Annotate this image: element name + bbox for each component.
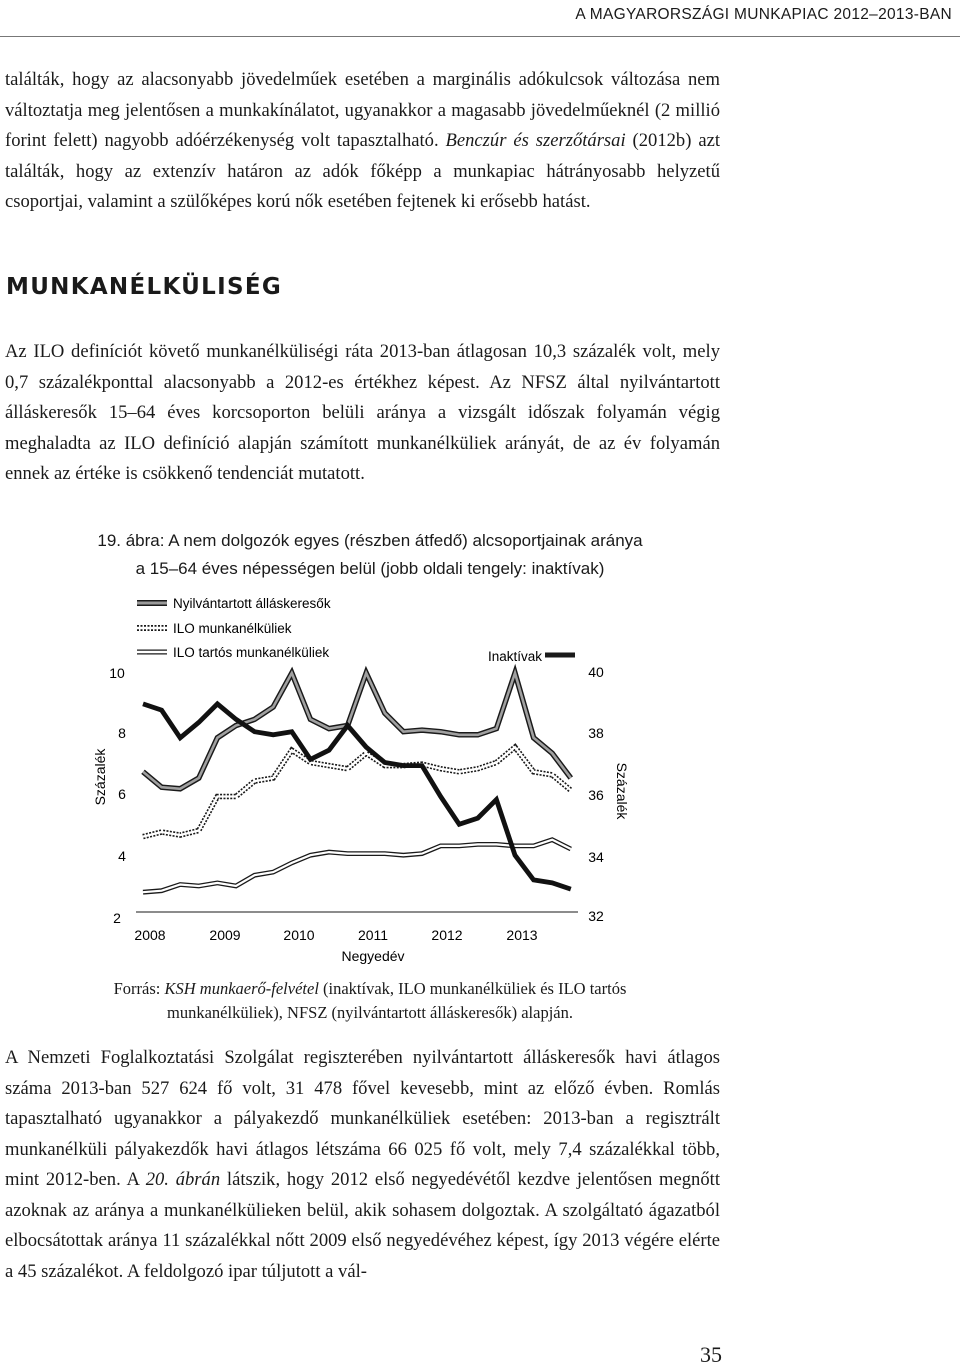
running-header: A MAGYARORSZÁGI MUNKAPIAC 2012–2013-BAN: [575, 6, 952, 23]
y-left-tick: 6: [118, 786, 126, 802]
paragraph-intro-text-1: találták, hogy az alacsonyabb jövedelműek esetében a marginális adókulcsok változása nem változtatja meg jelentősen a munkakínálatot, ugyanakkor a magasabb jövedelműeknél (2 millió forint felett) nagyobb adóérzékenység volt tapasztalható.: [5, 69, 720, 151]
y-right-tick: 36: [588, 787, 604, 803]
legend-label: Inaktívak: [488, 649, 543, 664]
paragraph-intro-text-2: (2012b) azt találták, hogy az extenzív határon az adók főképp a munkapiac hátrányosabb helyzetű csoportjai, valamint a szülőképes korú nők esetében fejtenek ki erősebb hatást.: [5, 130, 720, 212]
y-right-tick: 34: [588, 849, 604, 865]
legend-label: ILO tartós munkanélküliek: [173, 645, 330, 660]
legend-label: ILO munkanélküliek: [173, 621, 292, 636]
x-tick-label: 2008: [134, 927, 166, 943]
x-tick-label: 2011: [357, 927, 389, 943]
figure-source: [60, 977, 680, 1025]
x-axis-label: Negyedév: [341, 948, 405, 964]
page-number: 35: [700, 1342, 722, 1367]
series-line-registered-jobseekers: [143, 673, 571, 789]
y-right-axis-label: Százalék: [614, 762, 630, 820]
y-right-tick: 38: [588, 725, 604, 741]
paragraph-intro: [5, 65, 720, 218]
figure-reference: 20. ábrán: [145, 1169, 221, 1190]
source-prefix: Forrás:: [113, 979, 165, 998]
y-left-tick: 10: [109, 665, 125, 681]
section-heading: MUNKANÉLKÜLISÉG: [6, 274, 283, 300]
y-left-tick: 4: [118, 848, 126, 864]
legend: [137, 596, 575, 664]
figure-title-line-2: a 15–64 éves népességen belül (jobb oldali tengely: inaktívak): [135, 559, 605, 578]
paragraph-unemployment: Az ILO definíciót követő munkanélküliségi ráta 2013-ban átlagosan 10,3 százalék volt, mely 0,7 százalékponttal alacsonyabb a 2012-es értékhez képest. Az NFSZ által nyilvántartott álláskeresők 15–64 éves korcsoporton belüli aránya a vizsgált időszak folyamán végig meghaladta az ILO definíció alapján számított munkanélküliek arányát, de az év folyamán ennek az értéke is csökkenő tendenciát mutatott.: [5, 341, 720, 484]
y-left-tick: 2: [113, 910, 121, 926]
figure-title: [50, 527, 690, 583]
y-left-tick: 8: [118, 725, 126, 741]
paragraph-nfsz-text-1: A Nemzeti Foglalkoztatási Szolgálat regiszterében nyilvántartott álláskeresők havi átlagos száma 2013-ban 527 624 fő volt, 31 478 fővel kevesebb, mint az előző évben. Romlás tapasztalható ugyanakkor a pályakezdő munkanélküliek esetében: 2013-ban a regisztrált munkanélküli pályakezdők havi átlagos létszáma 66 025 fő volt, mely 7,4 százalékkal több, mint 2012-ben. A: [5, 1047, 720, 1190]
y-right-tick: 32: [588, 908, 604, 924]
y-right-tick: 40: [588, 664, 604, 680]
source-rest: (inaktívak, ILO munkanélküliek és ILO tartós munkanélküliek), NFSZ (nyilvántartott álláskeresők) alapján.: [167, 979, 627, 1022]
x-tick-label: 2009: [209, 927, 241, 943]
x-tick-label: 2013: [506, 927, 538, 943]
legend-label: Nyilvántartott álláskeresők: [173, 596, 331, 611]
plot-area: [143, 673, 571, 892]
x-tick-label: 2012: [431, 927, 463, 943]
y-left-axis-label: Százalék: [92, 748, 108, 806]
series-line-inactive: [143, 704, 571, 889]
source-survey-name: KSH munkaerő-felvétel: [164, 979, 319, 998]
citation-authors: Benczúr és szerzőtársai: [445, 130, 626, 151]
figure-title-line-1: 19. ábra: A nem dolgozók egyes (részben átfedő) alcsoportjainak aránya: [97, 531, 643, 550]
header-rule: [0, 36, 960, 37]
paragraph-nfsz: [5, 1043, 720, 1287]
line-chart: [0, 585, 700, 970]
x-tick-label: 2010: [283, 927, 315, 943]
paragraph-nfsz-text-2: látszik, hogy 2012 első negyedévétől kezdve jelentősen megnőtt azoknak az aránya a munkanélkülieken belül, akik sohasem dolgoztak. A szolgáltató ágazatból elbocsátottak aránya 11 százalékkal nőtt 2009 első negyedévéhez képest, így 2013 végére elérte a 45 százalékot. A feldolgozó ipar túljutott a vál-: [5, 1169, 720, 1282]
